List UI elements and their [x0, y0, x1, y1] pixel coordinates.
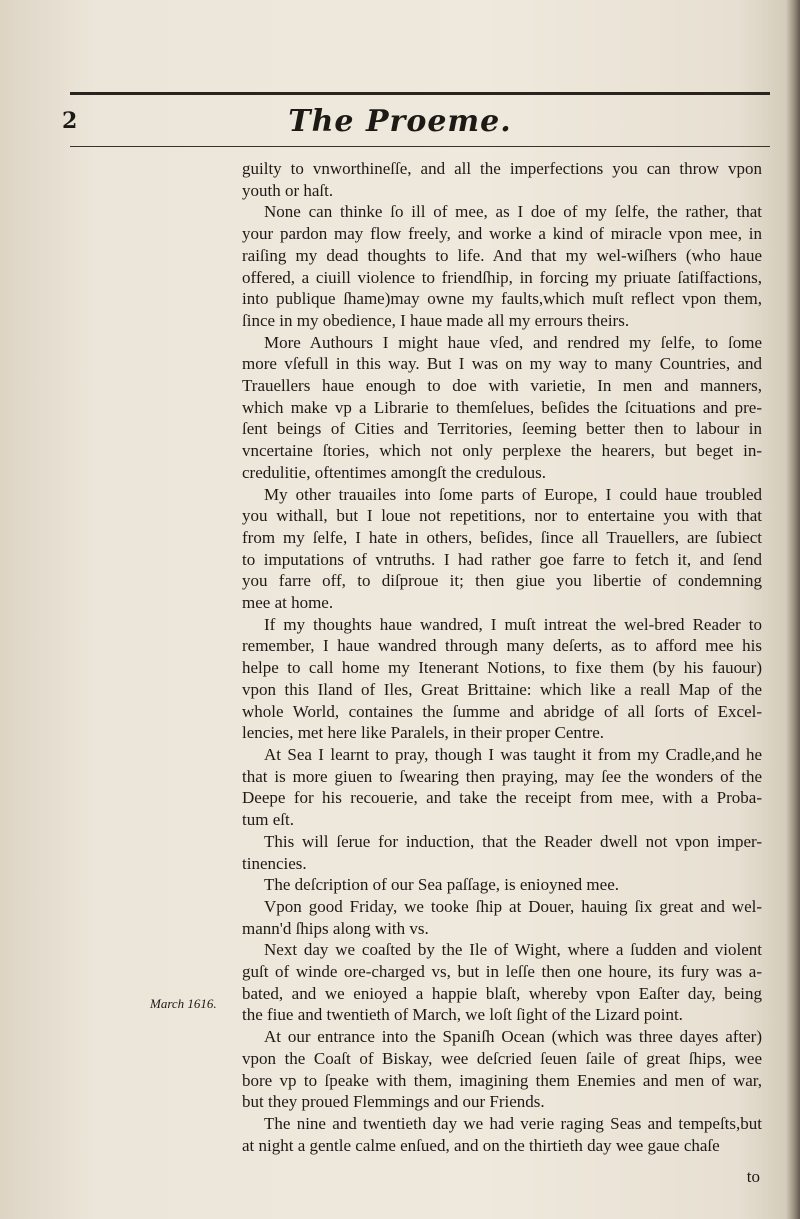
- text-line: ſent beings of Cities and Territories, ſeeming better then to labour in: [242, 419, 762, 439]
- text-line: bated, and we enioyed a happie blaſt, whereby vpon Eaſter day, being: [242, 983, 762, 1003]
- text-line: Trauellers haue enough to doe with varietie, In men and manners,: [242, 376, 762, 396]
- text-line: youth or haſt.: [242, 180, 334, 200]
- text-line: remember, I haue wandred through many deſerts, as to afford mee his: [242, 636, 762, 656]
- text-line: More Authours I might haue vſed, and rendred my ſelfe, to ſome: [264, 332, 762, 352]
- text-line: Vpon good Friday, we tooke ſhip at Douer, hauing ſix great and wel-: [264, 896, 762, 916]
- text-line: tinencies.: [242, 853, 307, 873]
- text-line: At our entrance into the Spaniſh Ocean (which was three dayes after): [264, 1027, 762, 1047]
- header-rule: [70, 92, 770, 95]
- text-line: Next day we coaſted by the Ile of Wight, where a ſudden and violent: [264, 940, 762, 960]
- text-line: This will ſerue for induction, that the Reader dwell not vpon imper-: [264, 831, 762, 851]
- text-line: to imputations of vntruths. I had rather goe farre to fetch it, and ſend: [242, 549, 762, 569]
- text-line: bore vp to ſpeake with them, imagining them Enemies and men of war,: [242, 1070, 762, 1090]
- text-line: mee at home.: [242, 593, 334, 613]
- text-line: Deepe for his recouerie, and take the receipt from mee, with a Proba-: [242, 788, 762, 808]
- running-head: The Proeme.: [288, 104, 512, 139]
- page-edge-shadow: [786, 0, 800, 1219]
- text-line: but they proued Flemmings and our Friends.: [242, 1092, 545, 1112]
- page-number: 2: [62, 108, 78, 134]
- header-underline: [70, 146, 770, 147]
- body-text: [242, 158, 762, 1156]
- text-line: guſt of winde ore-charged vs, but in leſſe then one houre, its fury was a-: [242, 962, 762, 982]
- text-line: that is more giuen to ſwearing then praying, may ſee the wonders of the: [242, 766, 762, 786]
- text-line: the fiue and twentieth of March, we loſt ſight of the Lizard point.: [242, 1005, 683, 1025]
- text-line: guilty to vnworthineſſe, and all the imperfections you can throw vpon: [242, 159, 762, 178]
- text-line: offered, a ciuill violence to friendſhip, in forcing my priuate ſatiſfactions,: [242, 267, 762, 287]
- text-line: tum eſt.: [242, 810, 294, 830]
- text-line: My other trauailes into ſome parts of Europe, I could haue troubled: [264, 484, 762, 504]
- text-line: credulitie, oftentimes amongſt the credulous.: [242, 462, 547, 482]
- text-line: lencies, met here like Paralels, in their proper Centre.: [242, 723, 605, 743]
- catch-word: to: [746, 1167, 760, 1186]
- text-line: ſince in my obedience, I haue made all my errours theirs.: [242, 310, 630, 330]
- text-line: If my thoughts haue wandred, I muſt intreat the wel-bred Reader to: [264, 614, 762, 634]
- text-line: The nine and twentieth day we had verie raging Seas and tempeſts,but: [264, 1113, 762, 1133]
- text-line: vpon the Coaſt of Biskay, wee deſcried ſeuen ſaile of great ſhips, wee: [242, 1048, 762, 1068]
- text-line: vncertaine ſtories, which not only perplexe the hearers, but beget in-: [242, 441, 762, 461]
- text-line: helpe to call home my Itenerant Notions, to fixe them (by his fauour): [242, 658, 762, 678]
- margin-note: March 1616.: [150, 996, 217, 1011]
- text-line: None can thinke ſo ill of mee, as I doe of my ſelfe, the rather, that: [264, 202, 762, 222]
- text-line: raiſing my dead thoughts to life. And that my wel-wiſhers (who haue: [242, 245, 762, 265]
- text-line: mann'd ſhips along with vs.: [242, 918, 429, 938]
- text-line: The deſcription of our Sea paſſage, is enioyned mee.: [264, 875, 619, 895]
- text-line: you withall, but I loue not repetitions, nor to entertaine you with that: [242, 506, 762, 526]
- text-line: more vſefull in this way. But I was on my way to many Countries, and: [242, 354, 762, 374]
- text-line: whole World, containes the ſumme and abridge of all ſorts of Excel-: [242, 701, 762, 721]
- text-line: which make vp a Librarie to themſelues, beſides the ſcituations and pre-: [242, 397, 762, 417]
- text-line: your pardon may flow freely, and worke a kind of miracle vpon mee, in: [242, 224, 762, 244]
- text-line: from my ſelfe, I hate in others, beſides, ſince all Trauellers, are ſubiect: [242, 527, 762, 547]
- text-line: you farre off, to diſproue it; then giue you libertie of condemning: [242, 571, 762, 591]
- text-line: At Sea I learnt to pray, though I was taught it from my Cradle,and he: [264, 744, 762, 764]
- text-line: into publique ſhame)may owne my faults,which muſt reflect vpon them,: [242, 289, 762, 309]
- text-line: vpon this Iland of Iles, Great Brittaine: which like a reall Map of the: [242, 679, 762, 699]
- text-line: at night a gentle calme enſued, and on the thirtieth day wee gaue chaſe: [242, 1135, 720, 1155]
